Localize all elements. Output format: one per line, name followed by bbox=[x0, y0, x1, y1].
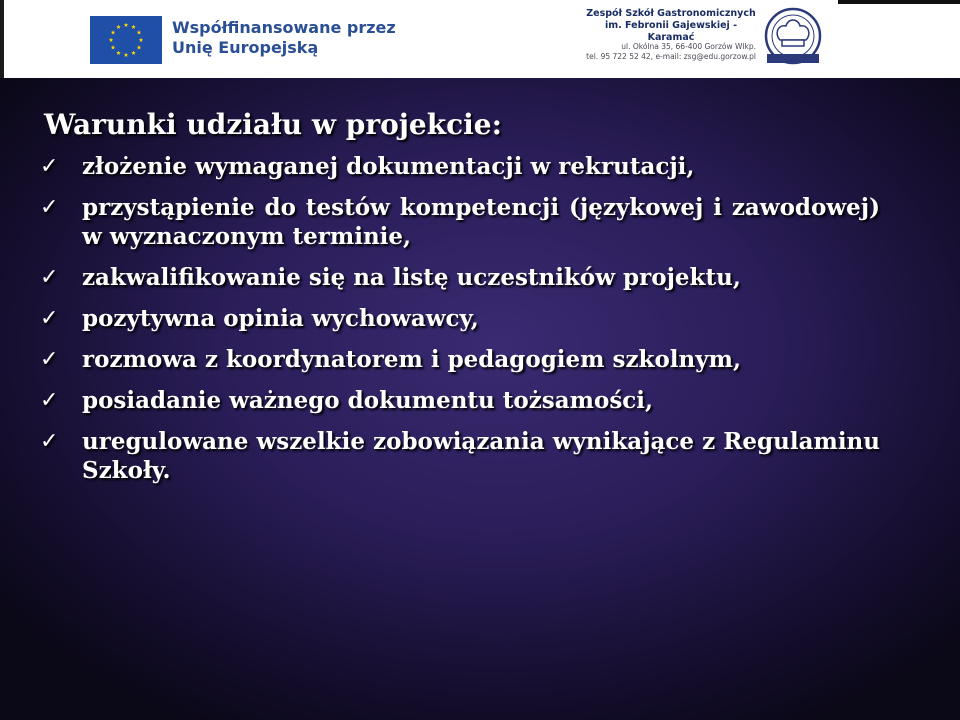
list-item-text: pozytywna opinia wychowawcy, bbox=[82, 305, 479, 332]
checkmark-icon: ✓ bbox=[40, 154, 59, 179]
eu-text-line1: Współfinansowane przez bbox=[172, 18, 396, 37]
school-info bbox=[586, 6, 836, 72]
eu-flag-logo bbox=[90, 16, 162, 64]
list-item-text: przystąpienie do testów kompetencji (językowej i zawodowej) w wyznaczonym terminie, bbox=[82, 194, 880, 250]
list-item-text: złożenie wymaganej dokumentacji w rekrutacji, bbox=[82, 153, 695, 180]
list-item bbox=[38, 152, 880, 181]
checkmark-icon: ✓ bbox=[40, 429, 59, 454]
school-name-line1: Zespół Szkół Gastronomicznych bbox=[586, 8, 756, 19]
list-item-text: zakwalifikowanie się na listę uczestników projektu, bbox=[82, 264, 741, 291]
list-item-text: rozmowa z koordynatorem i pedagogiem szkolnym, bbox=[82, 346, 741, 373]
conditions-list bbox=[38, 152, 880, 485]
list-item bbox=[38, 427, 880, 485]
header-divider bbox=[838, 0, 960, 4]
list-item bbox=[38, 263, 880, 292]
checkmark-icon: ✓ bbox=[40, 265, 59, 290]
list-item bbox=[38, 345, 880, 374]
chef-hat-icon bbox=[758, 6, 828, 68]
school-chef-hat-logo bbox=[758, 6, 828, 68]
list-item bbox=[38, 304, 880, 333]
eu-cofinancing-label bbox=[172, 18, 396, 58]
eu-text-line2: Unię Europejską bbox=[172, 38, 319, 57]
list-item bbox=[38, 386, 880, 415]
checkmark-icon: ✓ bbox=[40, 195, 59, 220]
school-name bbox=[586, 8, 756, 44]
school-name-line2: im. Febronii Gajewskiej - Karamać bbox=[604, 20, 738, 43]
eu-flag-icon bbox=[90, 16, 162, 64]
list-item-text: uregulowane wszelkie zobowiązania wynikające z Regulaminu Szkoły. bbox=[82, 428, 880, 484]
slide-content bbox=[38, 108, 880, 497]
slide-title: Warunki udziału w projekcie: bbox=[44, 108, 502, 141]
school-address-line2: tel. 95 722 52 42, e-mail: zsg@edu.gorzow.pl bbox=[586, 52, 756, 61]
checkmark-icon: ✓ bbox=[40, 388, 59, 413]
checkmark-icon: ✓ bbox=[40, 347, 59, 372]
school-address-line1: ul. Okólna 35, 66-400 Gorzów Wlkp. bbox=[621, 42, 756, 51]
list-item bbox=[38, 193, 880, 251]
school-address bbox=[586, 42, 756, 62]
header-banner bbox=[0, 0, 960, 78]
list-item-text: posiadanie ważnego dokumentu tożsamości, bbox=[82, 387, 654, 414]
checkmark-icon: ✓ bbox=[40, 306, 59, 331]
